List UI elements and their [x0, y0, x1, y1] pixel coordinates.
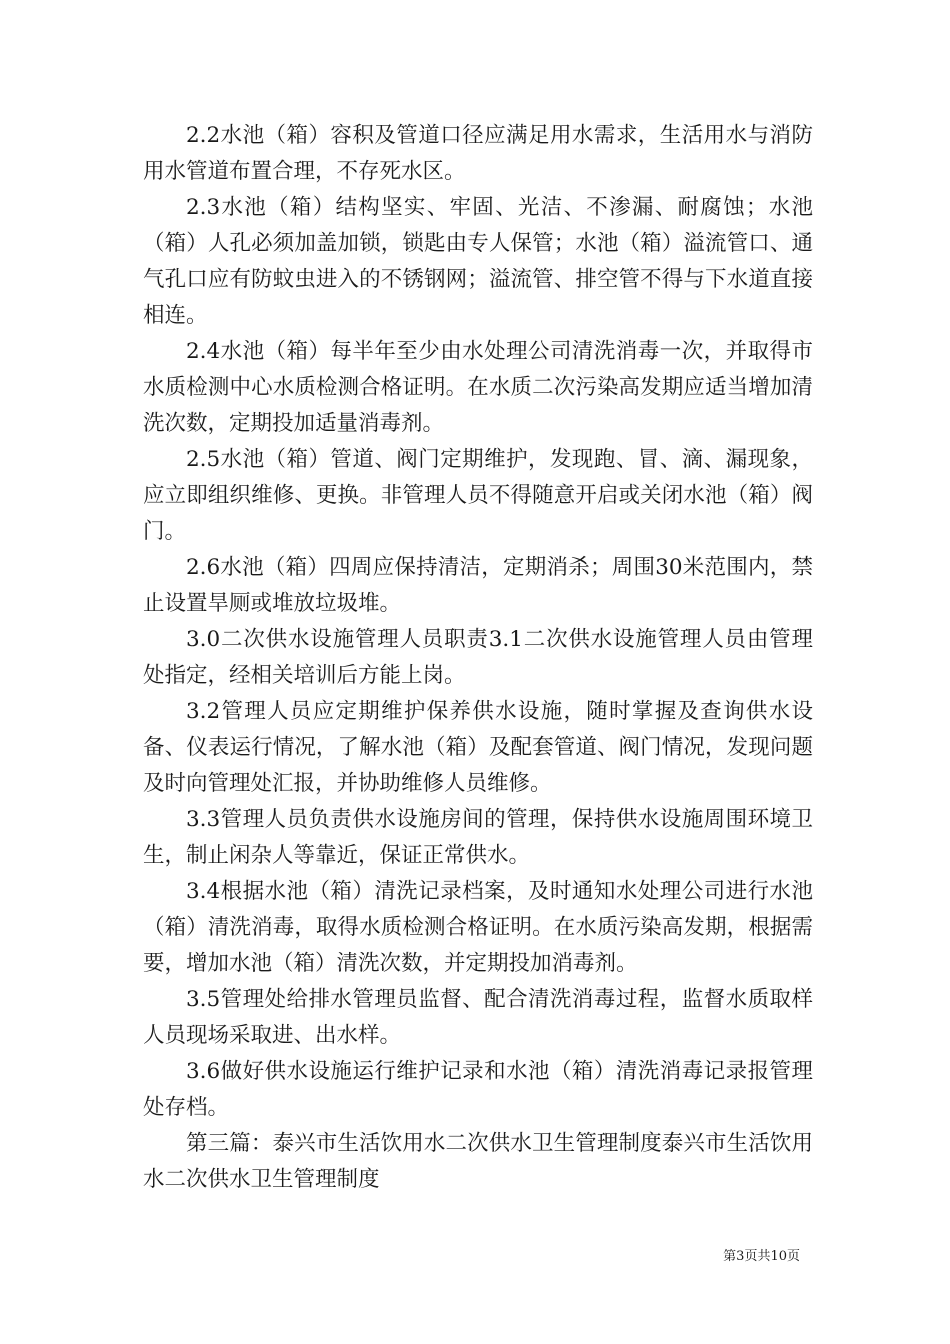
paragraph-3-5: 3.5管理处给排水管理员监督、配合清洗消毒过程，监督水质取样人员现场采取进、出水样。 — [143, 987, 813, 1048]
paragraph-2-5: 2.5水池（箱）管道、阀门定期维护，发现跑、冒、滴、漏现象，应立即组织维修、更换。非管理人员不得随意开启或关闭水池（箱）阀门。 — [143, 447, 813, 544]
page-number-footer: 第3页共10页 — [723, 1249, 800, 1264]
paragraph-3-4: 3.4根据水池（箱）清洗记录档案，及时通知水处理公司进行水池（箱）清洗消毒，取得水质检测合格证明。在水质污染高发期，根据需要，增加水池（箱）清洗次数，并定期投加消毒剂。 — [143, 879, 813, 976]
paragraph-3-6: 3.6做好供水设施运行维护记录和水池（箱）清洗消毒记录报管理处存档。 — [143, 1059, 813, 1120]
paragraph-3-3: 3.3管理人员负责供水设施房间的管理，保持供水设施周围环境卫生，制止闲杂人等靠近，保证正常供水。 — [143, 807, 813, 868]
paragraph-3-0: 3.0二次供水设施管理人员职责3.1二次供水设施管理人员由管理处指定，经相关培训后方能上岗。 — [143, 627, 813, 688]
paragraph-2-4: 2.4水池（箱）每半年至少由水处理公司清洗消毒一次，并取得市水质检测中心水质检测合格证明。在水质二次污染高发期应适当增加清洗次数，定期投加适量消毒剂。 — [143, 339, 813, 436]
paragraph-2-3: 2.3水池（箱）结构坚实、牢固、光洁、不渗漏、耐腐蚀；水池（箱）人孔必须加盖加锁，锁匙由专人保管；水池（箱）溢流管口、通气孔口应有防蚊虫进入的不锈钢网；溢流管、排空管不得与下水道直接相连。 — [143, 195, 813, 328]
paragraph-2-6: 2.6水池（箱）四周应保持清洁，定期消杀；周围30米范围内，禁止设置旱厕或堆放垃圾堆。 — [143, 555, 813, 616]
document-body — [143, 118, 813, 1198]
section-heading-part-three: 第三篇：泰兴市生活饮用水二次供水卫生管理制度泰兴市生活饮用水二次供水卫生管理制度 — [143, 1131, 813, 1192]
paragraph-3-2: 3.2管理人员应定期维护保养供水设施，随时掌握及查询供水设备、仪表运行情况，了解水池（箱）及配套管道、阀门情况，发现问题及时向管理处汇报，并协助维修人员维修。 — [143, 699, 813, 796]
paragraph-2-2: 2.2水池（箱）容积及管道口径应满足用水需求，生活用水与消防用水管道布置合理，不存死水区。 — [143, 123, 813, 184]
